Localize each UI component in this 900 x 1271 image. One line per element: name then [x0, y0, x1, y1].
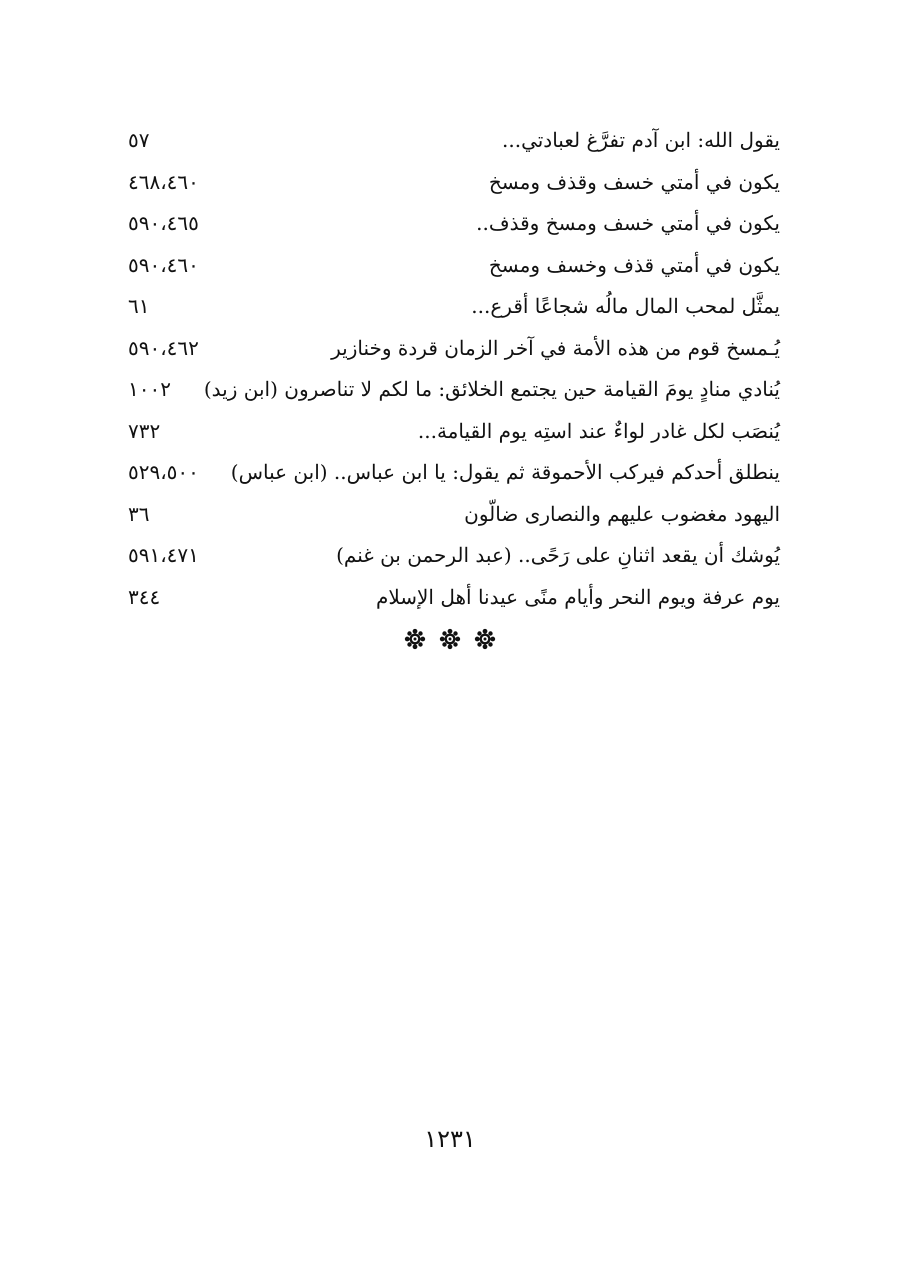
entry-text: يُوشك أن يقعد اثنانِ على رَحًى.. (عبد الرحمن بن غنم) [336, 543, 780, 567]
entry-page-refs: ٤٦٨،٤٦٠ [128, 169, 199, 194]
flower-ornament-icon [474, 628, 496, 650]
entry-text: يكون في أمتي قذف وخسف ومسخ [488, 252, 780, 277]
index-entry [120, 244, 780, 286]
entry-page-refs: ٥٩٠،٤٦٥ [128, 211, 199, 235]
index-entry [120, 410, 780, 452]
entry-text: يمثَّل لمحب المال مالُه شجاعًا أقرع... [471, 294, 780, 318]
entry-text: ينطلق أحدكم فيركب الأحموقة ثم يقول: يا ابن عباس.. (ابن عباس) [230, 460, 780, 484]
entry-text: يكون في أمتي خسف ومسخ وقذف.. [476, 211, 780, 235]
index-entry [120, 493, 780, 535]
index-entry [120, 534, 780, 576]
index-entry [120, 285, 780, 327]
index-entry [120, 368, 780, 410]
entry-page-refs: ٥٢٩،٥٠٠ [128, 460, 199, 484]
flower-ornament-icon [404, 628, 426, 650]
entry-page-refs: ٣٦ [128, 501, 150, 526]
entry-page-refs: ٥٧ [128, 128, 150, 152]
entry-text: يوم عرفة ويوم النحر وأيام منًى عيدنا أهل الإسلام [375, 584, 780, 609]
index-entry [120, 202, 780, 244]
entry-page-refs: ٥٩٠،٤٦٢ [128, 335, 199, 360]
entry-page-refs: ٥٩١،٤٧١ [128, 543, 199, 567]
entry-page-refs: ١٠٠٢ [128, 377, 171, 401]
entry-page-refs: ٦١ [128, 294, 150, 318]
entry-text: يُنصَب لكل غادر لواءٌ عند استِه يوم القيامة... [417, 418, 780, 443]
index-entry [120, 161, 780, 203]
entry-text: اليهود مغضوب عليهم والنصارى ضالّون [464, 501, 780, 526]
entry-text: يقول الله: ابن آدم تفرَّغ لعبادتي... [502, 128, 780, 152]
page-number: ١٢٣١ [424, 1125, 476, 1153]
entry-page-refs: ٥٩٠،٤٦٠ [128, 252, 199, 277]
index-entry [120, 576, 780, 618]
entry-text: يُـمسخ قوم من هذه الأمة في آخر الزمان قردة وخنازير [331, 335, 780, 360]
index-entry [120, 451, 780, 493]
index-entry [120, 327, 780, 369]
section-separator [0, 628, 900, 650]
entry-text: يُنادي منادٍ يومَ القيامة حين يجتمع الخلائق: ما لكم لا تناصرون (ابن زيد) [203, 377, 780, 401]
flower-ornament-icon [439, 628, 461, 650]
entry-text: يكون في أمتي خسف وقذف ومسخ [488, 169, 780, 194]
index-entry [120, 119, 780, 161]
entry-page-refs: ٧٣٢ [128, 418, 161, 443]
hadith-index-list [120, 119, 780, 617]
entry-page-refs: ٣٤٤ [128, 584, 161, 609]
